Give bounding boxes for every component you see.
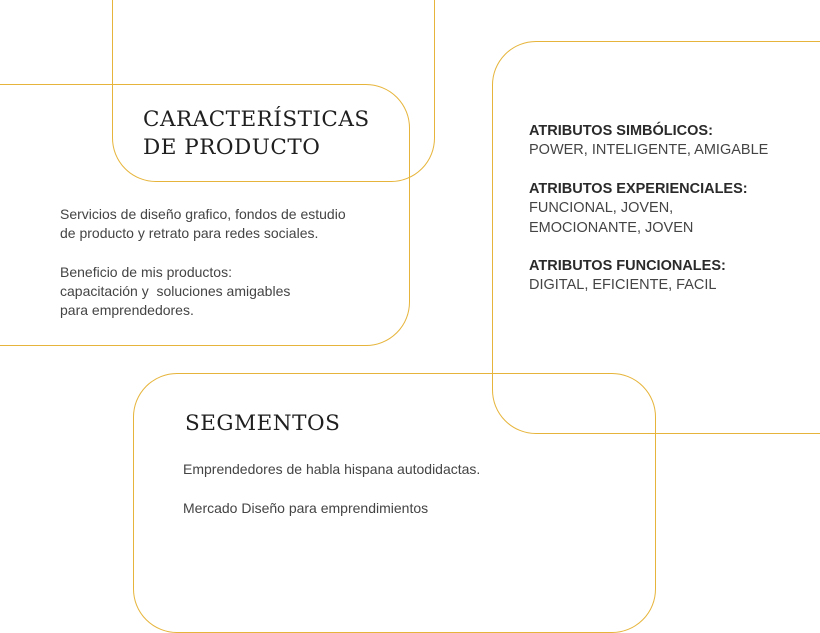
functional-attributes [529,257,726,296]
experiential-attributes-value: FUNCIONAL, JOVEN, EMOCIONANTE, JOVEN [529,200,694,236]
segment-item: Emprendedores de habla hispana autodidactas. [183,461,481,477]
characteristics-heading [143,106,370,162]
benefit-text: capacitación y soluciones amigables para emprendedores. [60,283,291,318]
benefit-title: Beneficio de mis productos: [60,264,232,280]
experiential-attributes-title: ATRIBUTOS EXPERIENCIALES: [529,181,748,197]
characteristics-heading-line2: DE PRODUCTO [143,135,321,160]
segments-heading: SEGMENTOS [185,411,341,436]
functional-attributes-value: DIGITAL, EFICIENTE, FACIL [529,277,717,293]
symbolic-attributes-value: POWER, INTELIGENTE, AMIGABLE [529,142,769,158]
symbolic-attributes-title: ATRIBUTOS SIMBÓLICOS: [529,123,713,139]
segment-item: Mercado Diseño para emprendimientos [183,500,429,516]
experiential-attributes [529,180,748,238]
product-description: Servicios de diseño grafico, fondos de estudio de producto y retrato para redes sociales. [60,206,346,241]
symbolic-attributes [529,122,768,161]
functional-attributes-title: ATRIBUTOS FUNCIONALES: [529,258,726,274]
characteristics-heading-line1: CARACTERÍSTICAS [143,107,370,132]
